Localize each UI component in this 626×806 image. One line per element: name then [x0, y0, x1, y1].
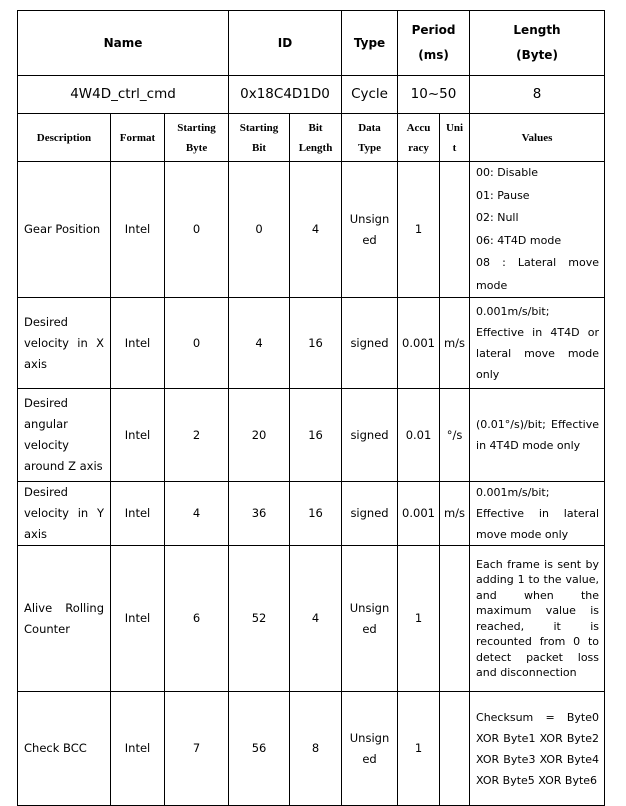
row-starting-byte: 0 — [165, 298, 229, 389]
row-data-type-l1: Unsign — [349, 600, 390, 615]
message-row — [18, 76, 605, 114]
col-accuracy-l1: Accu — [406, 121, 431, 134]
col-starting-bit — [229, 114, 290, 162]
col-description: Description — [18, 114, 111, 162]
col-data-type — [342, 114, 398, 162]
row-accuracy: 0.01 — [398, 389, 440, 482]
row-unit — [440, 692, 470, 806]
row-format: Intel — [111, 162, 165, 298]
value-option: 06: 4T4D mode — [476, 233, 562, 247]
row-bit-length: 8 — [290, 692, 342, 806]
row-description: Gear Position — [18, 162, 111, 298]
message-name: 4W4D_ctrl_cmd — [18, 76, 229, 114]
row-starting-byte: 6 — [165, 546, 229, 692]
message-id: 0x18C4D1D0 — [229, 76, 342, 114]
row-data-type-l2: ed — [362, 621, 377, 636]
row-bit-length: 4 — [290, 162, 342, 298]
row-data-type-l2: ed — [362, 751, 377, 766]
row-starting-bit: 36 — [229, 482, 290, 546]
row-accuracy: 1 — [398, 162, 440, 298]
row-starting-bit: 56 — [229, 692, 290, 806]
row-starting-bit: 4 — [229, 298, 290, 389]
col-format: Format — [111, 114, 165, 162]
value-option: 00: Disable — [476, 166, 539, 179]
length-header — [470, 11, 605, 76]
row-data-type: signed — [342, 298, 398, 389]
row-data-type — [342, 546, 398, 692]
row-bit-length: 4 — [290, 546, 342, 692]
row-values: (0.01°/s)/bit; Effective in 4T4D mode only — [470, 389, 605, 482]
value-option: 08 : Lateral move mode — [476, 256, 600, 292]
col-accuracy — [398, 114, 440, 162]
col-unit-l2: t — [452, 141, 457, 154]
table-row — [18, 482, 605, 546]
period-header — [398, 11, 470, 76]
row-values: 0.001m/s/bit; Effective in 4T4D or lateral move mode only — [470, 298, 605, 389]
row-values — [470, 162, 605, 298]
row-unit — [440, 162, 470, 298]
col-accuracy-l2: racy — [408, 141, 429, 154]
row-format: Intel — [111, 692, 165, 806]
row-accuracy: 1 — [398, 546, 440, 692]
can-message-table — [17, 10, 605, 806]
table-row — [18, 546, 605, 692]
col-unit — [440, 114, 470, 162]
row-data-type — [342, 692, 398, 806]
col-starting-byte-l2: Byte — [185, 141, 208, 154]
length-unit: (Byte) — [516, 48, 558, 62]
row-unit: m/s — [440, 482, 470, 546]
type-header: Type — [342, 11, 398, 76]
row-description: Desired velocity in X axis — [18, 298, 111, 389]
value-option: 01: Pause — [476, 188, 530, 202]
row-data-type: signed — [342, 389, 398, 482]
row-values: Each frame is sent by adding 1 to the value, and when the maximum value is reached, it is recounted from 0 to detect packet loss and disconnection — [470, 546, 605, 692]
message-header-row — [18, 11, 605, 76]
row-accuracy: 1 — [398, 692, 440, 806]
row-bit-length: 16 — [290, 482, 342, 546]
column-header-row — [18, 114, 605, 162]
col-unit-l1: Uni — [445, 121, 464, 134]
col-data-type-l1: Data — [358, 121, 381, 134]
row-accuracy: 0.001 — [398, 298, 440, 389]
col-data-type-l2: Type — [358, 141, 382, 154]
col-starting-byte-l1: Starting — [177, 121, 216, 134]
col-bit-length-l2: Length — [298, 141, 333, 154]
row-data-type: signed — [342, 482, 398, 546]
row-description: Desired velocity in Y axis — [18, 482, 111, 546]
row-data-type — [342, 162, 398, 298]
row-starting-bit: 20 — [229, 389, 290, 482]
col-bit-length-l1: Bit — [308, 121, 323, 134]
message-length: 8 — [470, 76, 605, 114]
row-description: Check BCC — [18, 692, 111, 806]
table-row — [18, 298, 605, 389]
row-format: Intel — [111, 389, 165, 482]
row-data-type-l1: Unsign — [349, 730, 390, 745]
col-starting-bit-l2: Bit — [251, 141, 267, 154]
table-row — [18, 389, 605, 482]
col-values: Values — [470, 114, 605, 162]
name-header: Name — [18, 11, 229, 76]
row-data-type-l1: Unsign — [349, 211, 390, 226]
row-starting-bit: 52 — [229, 546, 290, 692]
table-row — [18, 692, 605, 806]
row-values: Checksum = Byte0 XOR Byte1 XOR Byte2 XOR Byte3 XOR Byte4 XOR Byte5 XOR Byte6 — [470, 692, 605, 806]
row-bit-length: 16 — [290, 298, 342, 389]
row-description: Desired angular velocity around Z axis — [18, 389, 111, 482]
row-accuracy: 0.001 — [398, 482, 440, 546]
message-type: Cycle — [342, 76, 398, 114]
row-unit: m/s — [440, 298, 470, 389]
col-bit-length — [290, 114, 342, 162]
period-label: Period — [411, 23, 456, 37]
row-unit: °/s — [440, 389, 470, 482]
col-starting-bit-l1: Starting — [239, 121, 279, 134]
value-option: 02: Null — [476, 211, 519, 224]
period-unit: (ms) — [418, 48, 449, 62]
col-starting-byte — [165, 114, 229, 162]
message-period: 10~50 — [398, 76, 470, 114]
row-format: Intel — [111, 546, 165, 692]
row-starting-byte: 2 — [165, 389, 229, 482]
row-description: Alive Rolling Counter — [18, 546, 111, 692]
table-row — [18, 162, 605, 298]
row-values: 0.001m/s/bit; Effective in lateral move mode only — [470, 482, 605, 546]
length-label: Length — [513, 23, 561, 37]
row-starting-byte: 4 — [165, 482, 229, 546]
row-bit-length: 16 — [290, 389, 342, 482]
row-format: Intel — [111, 298, 165, 389]
row-starting-byte: 0 — [165, 162, 229, 298]
row-unit — [440, 546, 470, 692]
id-header: ID — [229, 11, 342, 76]
row-starting-byte: 7 — [165, 692, 229, 806]
row-data-type-l2: ed — [362, 232, 377, 247]
row-starting-bit: 0 — [229, 162, 290, 298]
row-format: Intel — [111, 482, 165, 546]
